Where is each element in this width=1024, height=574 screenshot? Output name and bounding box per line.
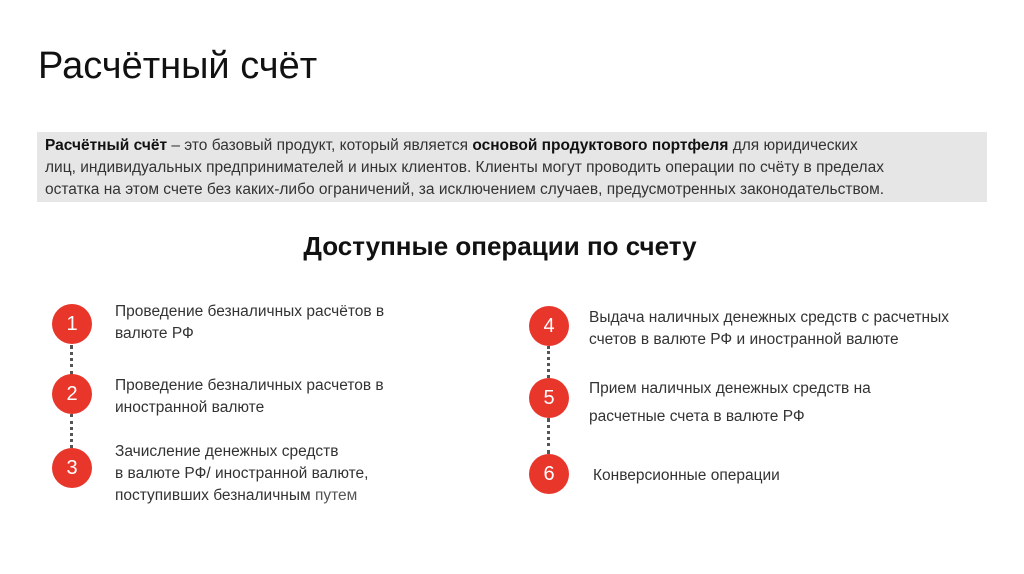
step-text-2	[115, 375, 384, 419]
step-number-badge-2: 2	[52, 374, 92, 414]
step-number-badge-1: 1	[52, 304, 92, 344]
definition-term: Расчётный счёт	[45, 137, 168, 154]
step-text-6	[593, 465, 780, 487]
step-3-line-1: Зачисление денежных средств	[115, 443, 339, 460]
step-3-line-2: в валюте РФ/ иностранной валюте,	[115, 465, 369, 482]
definition-emphasis: основой продуктового портфеля	[472, 137, 729, 154]
step-3-line-3	[115, 485, 368, 507]
step-text-4	[589, 307, 949, 351]
step-text-5	[589, 375, 871, 431]
page-title: Расчётный счёт	[38, 45, 318, 87]
definition-box	[37, 132, 987, 202]
step-3-line-3-main: поступивших безналичным	[115, 487, 315, 504]
step-text-3	[115, 441, 368, 507]
operations-heading: Доступные операции по счету	[303, 231, 697, 261]
definition-line-1	[45, 135, 979, 157]
definition-line-2: лиц, индивидуальных предпринимателей и иных клиентов. Клиенты могут проводить операции по счёту в пределах	[45, 159, 884, 176]
connector-1-2	[70, 345, 73, 375]
definition-text-part2: для юридических	[728, 137, 858, 154]
connector-2-3	[70, 414, 73, 448]
definition-line-3: остатка на этом счете без каких-либо ограничений, за исключением случаев, предусмотренных законодательством.	[45, 181, 885, 198]
step-1-line-2: валюте РФ	[115, 325, 194, 342]
connector-5-6	[547, 418, 550, 454]
step-1-line-1: Проведение безналичных расчётов в	[115, 303, 385, 320]
step-2-line-1: Проведение безналичных расчетов в	[115, 377, 384, 394]
step-number-badge-5: 5	[529, 378, 569, 418]
step-2-line-2: иностранной валюте	[115, 399, 265, 416]
connector-4-5	[547, 346, 550, 378]
step-3-line-3-tail: путем	[314, 487, 358, 504]
step-5-line-1: Прием наличных денежных средств на	[589, 380, 871, 397]
step-number-badge-4: 4	[529, 306, 569, 346]
step-number-badge-3: 3	[52, 448, 92, 488]
step-number-badge-6: 6	[529, 454, 569, 494]
step-6-line-1: Конверсионные операции	[593, 467, 780, 484]
step-4-line-2: счетов в валюте РФ и иностранной валюте	[589, 331, 899, 348]
step-text-1	[115, 301, 384, 345]
definition-text-part1: – это базовый продукт, который является	[167, 137, 473, 154]
step-5-line-2: расчетные счета в валюте РФ	[589, 408, 805, 425]
step-4-line-1: Выдача наличных денежных средств с расчетных	[589, 309, 950, 326]
